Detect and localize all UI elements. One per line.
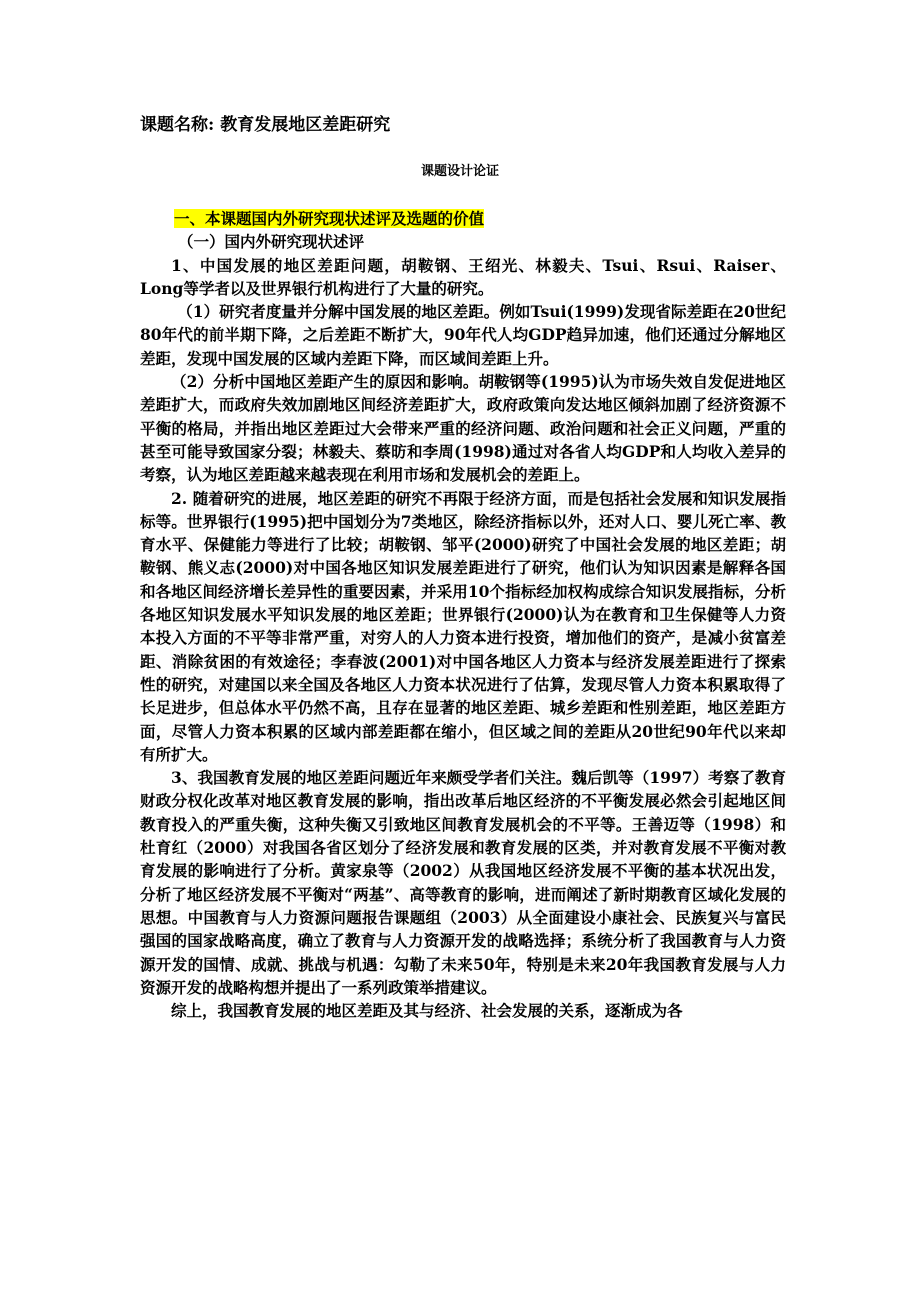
paragraph: （1）研究者度量并分解中国发展的地区差距。例如Tsui(1999)发现省际差距在20世纪80年代的前半期下降，之后差距不断扩大，90年代人均GDP趋异加速，他们还通过分解地区差距，发现中国发展的区域内差距下降，而区域间差距上升。 [140,302,786,368]
project-title: 课题名称: 教育发展地区差距研究 [140,115,391,135]
paragraph: （2）分析中国地区差距产生的原因和影响。胡鞍钢等(1995)认为市场失效自发促进地区差距扩大，而政府失效加剧地区间经济差距扩大，政府政策向发达地区倾斜加剧了经济资源不平衡的格局，并指出地区差距过大会带来严重的经济问题、政治问题和社会正义问题，严重的甚至可能导致国家分裂；林毅夫、蔡昉和李周(1998)通过对各省人均GDP和人均收入差异的考察，认为地区差距越来越表现在利用市场和发展机会的差距上。 [140,372,786,485]
section-heading-highlight: 一、本课题国内外研究现状述评及选题的价值 [174,209,485,228]
paragraph: 3、我国教育发展的地区差距问题近年来颇受学者们关注。魏后凯等（1997）考察了教育财政分权化改革对地区教育发展的影响，指出改革后地区经济的不平衡发展必然会引起地区间教育投入的严重失衡，这种失衡又引致地区间教育发展机会的不平等。王善迈等（1998）和杜育红（2000）对我国各省区划分了经济发展和教育发展的区类，并对教育发展不平衡对教育发展的影响进行了分析。黄家泉等（2002）从我国地区经济发展不平衡的基本状况出发，分析了地区经济发展不平衡对“两基”、高等教育的影响，进而阐述了新时期教育区域化发展的思想。中国教育与人力资源问题报告课题组（2003）从全面建设小康社会、民族复兴与富民强国的国家战略高度，确立了教育与人力资源开发的战略选择；系统分析了我国教育与人力资源开发的国情、成就、挑战与机遇：勾勒了未来50年，特别是未来20年我国教育发展与人力资源开发的战略构想并提出了一系列政策举措建议。 [140,768,786,997]
document-subtitle: 课题设计论证 [420,164,499,179]
paragraph: 2. 随着研究的进展，地区差距的研究不再限于经济方面，而是包括社会发展和知识发展指标等。世界银行(1995)把中国划分为7类地区，除经济指标以外，还对人口、婴儿死亡率、教育水平、保健能力等进行了比较；胡鞍钢、邹平(2000)研究了中国社会发展的地区差距；胡鞍钢、熊义志(2000)对中国各地区知识发展差距进行了研究，他们认为知识因素是解释各国和各地区间经济增长差异性的重要因素，并采用10个指标经加权构成综合知识发展指标，分析各地区知识发展水平知识发展的地区差距；世界银行(2000)认为在教育和卫生保健等人力资本投入方面的不平等非常严重，对穷人的人力资本进行投资，增加他们的资产，是减小贫富差距、消除贫困的有效途径；李春波(2001)对中国各地区人力资本与经济发展差距进行了探索性的研究，对建国以来全国及各地区人力资本状况进行了估算，发现尽管人力资本积累取得了长足进步，但总体水平仍然不高，且存在显著的地区差距、城乡差距和性别差距，地区差距方面，尽管人力资本积累的区域内部差距都在缩小，但区域之间的差距从20世纪90年代以来却有所扩大。 [140,488,786,764]
paragraph: 综上，我国教育发展的地区差距及其与经济、社会发展的关系，逐渐成为各 [171,1001,683,1021]
section-heading [140,207,786,230]
subsection-heading: （一）国内外研究现状述评 [178,232,365,252]
paragraph: 1、中国发展的地区差距问题，胡鞍钢、王绍光、林毅夫、Tsui、Rsui、Raiser、Long等学者以及世界银行机构进行了大量的研究。 [140,255,786,298]
document-body [140,207,786,1022]
